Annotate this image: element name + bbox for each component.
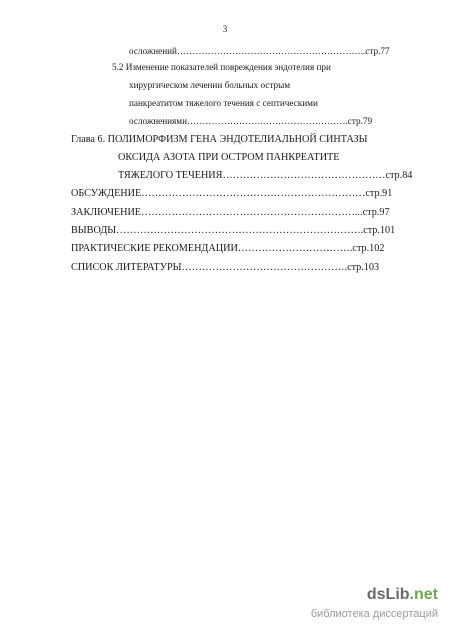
watermark-logo-accent: .net — [409, 586, 438, 603]
toc-line-conclusion: ЗАКЛЮЧЕНИЕ………………………………………………………...стр.97 — [71, 207, 390, 218]
toc-line-section-5-2-cont-2: панкреатитом тяжелого течения с септическими — [129, 98, 318, 108]
watermark-caption: библиотека диссертаций — [310, 608, 438, 620]
toc-line-section-5-2-cont-3: осложнениями…………………….……………………….стр.79 — [129, 116, 373, 126]
toc-line-references: СПИСОК ЛИТЕРАТУРЫ………………………………………….стр.103 — [71, 262, 380, 273]
toc-line-discussion: ОБСУЖДЕНИЕ…………………………………………………………стр.91 — [71, 188, 393, 199]
toc-line-findings: ВЫВОДЫ……………………………………………………………….стр.101 — [71, 225, 396, 236]
page-number: 3 — [222, 24, 228, 34]
watermark-logo — [367, 586, 438, 604]
watermark — [250, 586, 438, 624]
toc-line-chapter-6: Глава 6. ПОЛИМОРФИЗМ ГЕНА ЭНДОТЕЛИАЛЬНОЙ СИНТАЗЫ — [71, 134, 368, 145]
toc-line-complications-continued: осложнений……………………………………………………..стр.77 — [129, 46, 390, 56]
toc-line-chapter-6-cont-1: ОКСИДА АЗОТА ПРИ ОСТРОМ ПАНКРЕАТИТЕ — [118, 152, 340, 163]
toc-line-chapter-6-cont-2: ТЯЖЕЛОГО ТЕЧЕНИЯ…………………………………………стр.84 — [118, 170, 413, 181]
toc-line-section-5-2-cont-1: хирургическом лечении больных острым — [129, 80, 291, 90]
toc-line-section-5-2: 5.2 Изменение показателей повреждения эндотелия при — [112, 62, 331, 72]
watermark-logo-main: dsLib — [366, 586, 410, 603]
toc-line-recommendations: ПРАКТИЧЕСКИЕ РЕКОМЕНДАЦИИ…………………………….стр.102 — [71, 243, 385, 254]
